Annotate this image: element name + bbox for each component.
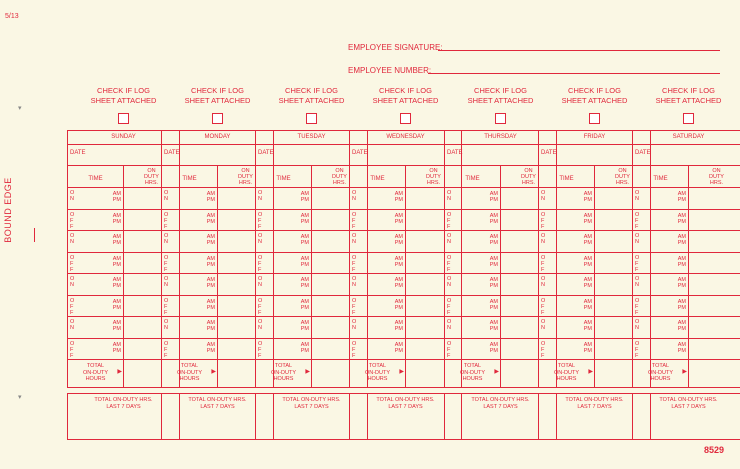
on-duty-header: ON DUTY HRS.: [144, 168, 159, 186]
am-pm: AM PM: [112, 212, 121, 225]
total-on-duty-label: TOTAL ON-DUTY HOURS ▶: [647, 363, 687, 382]
time-cell[interactable]: [162, 274, 217, 295]
hours-cell[interactable]: [689, 253, 740, 274]
check-log-header: CHECK IF LOG SHEET ATTACHED: [561, 86, 628, 105]
log-attached-checkbox[interactable]: [589, 113, 600, 124]
am-pm: AM PM: [206, 277, 215, 289]
on-off-letters: O F F: [70, 340, 75, 359]
time-cell[interactable]: [539, 317, 594, 338]
form-code: 5/13: [5, 13, 19, 20]
on-off-letters: O F F: [352, 254, 357, 273]
on-off-letters: O N: [447, 319, 452, 331]
employee-number-label: EMPLOYEE NUMBER:: [348, 66, 432, 75]
on-off-letters: O N: [541, 190, 546, 202]
last-7-days-box[interactable]: TOTAL ON-DUTY HRS. LAST 7 DAYS: [161, 393, 274, 440]
time-cell[interactable]: [539, 188, 594, 209]
on-off-letters: O N: [447, 190, 452, 202]
am-pm: AM PM: [206, 191, 215, 203]
on-off-letters: O N: [258, 319, 263, 331]
last-7-days-box[interactable]: TOTAL ON-DUTY HRS. LAST 7 DAYS: [349, 393, 462, 440]
time-cell[interactable]: [350, 317, 405, 338]
time-cell[interactable]: [350, 274, 405, 295]
day-name: THURSDAY: [445, 131, 556, 145]
on-off-letters: O F F: [70, 254, 75, 273]
date-field[interactable]: DATE: [256, 145, 367, 166]
employee-number-field[interactable]: [428, 73, 720, 74]
on-off-letters: O F F: [352, 297, 357, 316]
check-log-header: CHECK IF LOG SHEET ATTACHED: [90, 86, 157, 105]
time-cell[interactable]: [256, 274, 311, 295]
time-cell[interactable]: [539, 339, 594, 360]
on-off-letters: O N: [352, 319, 357, 331]
on-off-letters: O N: [541, 233, 546, 245]
on-off-letters: O N: [541, 276, 546, 288]
am-pm: AM PM: [489, 234, 498, 246]
am-pm: AM PM: [300, 212, 309, 225]
day-column: [632, 86, 740, 440]
am-pm: AM PM: [677, 320, 686, 332]
day-name: SUNDAY: [68, 131, 179, 145]
am-pm: AM PM: [206, 255, 215, 268]
time-cell[interactable]: [633, 317, 688, 338]
corner-mark-top: ▾: [18, 105, 22, 112]
time-cell[interactable]: [256, 188, 311, 209]
time-row: [633, 296, 740, 318]
am-pm: AM PM: [394, 341, 403, 354]
am-pm: AM PM: [206, 212, 215, 225]
time-cell[interactable]: [256, 231, 311, 252]
check-log-header: CHECK IF LOG SHEET ATTACHED: [372, 86, 439, 105]
time-cell[interactable]: [68, 188, 123, 209]
time-cell[interactable]: [256, 317, 311, 338]
hours-cell[interactable]: [689, 317, 740, 338]
time-cell[interactable]: [445, 317, 500, 338]
on-off-letters: O N: [258, 233, 263, 245]
on-off-letters: O F F: [258, 297, 263, 316]
am-pm: AM PM: [583, 341, 592, 354]
am-pm: AM PM: [300, 320, 309, 332]
total-on-duty-label: TOTAL ON-DUTY HOURS ▶: [270, 363, 310, 382]
employee-signature-field[interactable]: [438, 50, 720, 51]
time-cell[interactable]: [539, 253, 594, 274]
time-cell[interactable]: [68, 296, 123, 317]
hours-cell[interactable]: [689, 188, 740, 209]
on-off-letters: O F F: [164, 340, 169, 359]
on-duty-header: ON DUTY HRS.: [709, 168, 724, 186]
time-cell[interactable]: [162, 210, 217, 231]
on-off-letters: O F F: [635, 297, 640, 316]
date-field[interactable]: DATE: [539, 145, 650, 166]
on-off-letters: O F F: [164, 297, 169, 316]
on-off-letters: O F F: [635, 254, 640, 273]
am-pm: AM PM: [112, 341, 121, 354]
time-header: TIME: [465, 176, 480, 182]
am-pm: AM PM: [300, 234, 309, 246]
on-off-letters: O N: [352, 276, 357, 288]
total-on-duty-label: TOTAL ON-DUTY HOURS ▶: [459, 363, 499, 382]
time-header: TIME: [370, 176, 385, 182]
on-off-letters: O F F: [447, 254, 452, 273]
day-name: TUESDAY: [256, 131, 367, 145]
on-off-letters: O F F: [447, 340, 452, 359]
on-off-letters: O F F: [447, 297, 452, 316]
on-off-letters: O F F: [70, 211, 75, 230]
on-off-letters: O N: [447, 233, 452, 245]
day-name: SATURDAY: [633, 131, 740, 145]
form-number: 8529: [703, 445, 724, 455]
log-attached-checkbox[interactable]: [306, 113, 317, 124]
arrow-right-icon: ▶: [399, 369, 404, 375]
time-cell[interactable]: [162, 188, 217, 209]
time-cell[interactable]: [445, 296, 500, 317]
on-off-letters: O N: [635, 190, 640, 202]
corner-mark-bottom: ▾: [18, 394, 22, 401]
on-off-letters: O N: [164, 190, 169, 202]
on-off-letters: O N: [352, 233, 357, 245]
on-off-letters: O F F: [447, 211, 452, 230]
time-row: [633, 274, 740, 296]
am-pm: AM PM: [489, 298, 498, 311]
am-pm: AM PM: [583, 234, 592, 246]
time-cell[interactable]: [350, 339, 405, 360]
on-off-letters: O N: [635, 233, 640, 245]
time-cell[interactable]: [445, 253, 500, 274]
am-pm: AM PM: [489, 255, 498, 268]
hours-cell[interactable]: [689, 231, 740, 252]
am-pm: AM PM: [489, 341, 498, 354]
am-pm: AM PM: [489, 320, 498, 332]
time-cell[interactable]: [162, 253, 217, 274]
time-header-row: [633, 166, 740, 188]
time-row: [633, 188, 740, 210]
last-7-days-box[interactable]: TOTAL ON-DUTY HRS. LAST 7 DAYS: [444, 393, 557, 440]
total-on-duty-label: TOTAL ON-DUTY HOURS ▶: [176, 363, 216, 382]
am-pm: AM PM: [112, 234, 121, 246]
date-field[interactable]: DATE: [445, 145, 556, 166]
am-pm: AM PM: [394, 212, 403, 225]
on-off-letters: O F F: [635, 340, 640, 359]
on-off-letters: O F F: [541, 340, 546, 359]
am-pm: AM PM: [112, 255, 121, 268]
arrow-right-icon: ▶: [682, 369, 687, 375]
time-cell[interactable]: [350, 231, 405, 252]
check-log-header: CHECK IF LOG SHEET ATTACHED: [278, 86, 345, 105]
am-pm: AM PM: [394, 234, 403, 246]
am-pm: AM PM: [677, 212, 686, 225]
check-log-header: CHECK IF LOG SHEET ATTACHED: [184, 86, 251, 105]
on-off-letters: O F F: [258, 254, 263, 273]
arrow-right-icon: ▶: [494, 369, 499, 375]
time-cell[interactable]: [539, 210, 594, 231]
log-attached-checkbox[interactable]: [400, 113, 411, 124]
arrow-right-icon: ▶: [117, 369, 122, 375]
last-7-days-box[interactable]: TOTAL ON-DUTY HRS. LAST 7 DAYS: [632, 393, 740, 440]
on-off-letters: O F F: [70, 297, 75, 316]
time-header: TIME: [559, 176, 574, 182]
on-off-letters: O N: [447, 276, 452, 288]
time-row: [633, 253, 740, 275]
time-cell[interactable]: [162, 231, 217, 252]
time-cell[interactable]: [633, 296, 688, 317]
time-cell[interactable]: [162, 317, 217, 338]
am-pm: AM PM: [677, 234, 686, 246]
am-pm: AM PM: [394, 255, 403, 268]
day-name: WEDNESDAY: [350, 131, 461, 145]
on-off-letters: O F F: [541, 211, 546, 230]
check-log-header: CHECK IF LOG SHEET ATTACHED: [467, 86, 534, 105]
time-row: [633, 317, 740, 339]
time-cell[interactable]: [539, 274, 594, 295]
total-on-duty-label: TOTAL ON-DUTY HOURS ▶: [82, 363, 122, 382]
check-log-header: CHECK IF LOG SHEET ATTACHED: [655, 86, 722, 105]
log-attached-checkbox[interactable]: [683, 113, 694, 124]
am-pm: AM PM: [583, 191, 592, 203]
time-cell[interactable]: [256, 253, 311, 274]
arrow-right-icon: ▶: [588, 369, 593, 375]
total-row: [633, 360, 740, 387]
time-cell[interactable]: [539, 296, 594, 317]
am-pm: AM PM: [112, 191, 121, 203]
log-attached-checkbox[interactable]: [495, 113, 506, 124]
am-pm: AM PM: [112, 320, 121, 332]
am-pm: AM PM: [489, 191, 498, 203]
time-header: TIME: [182, 176, 197, 182]
am-pm: AM PM: [394, 277, 403, 289]
on-off-letters: O N: [635, 276, 640, 288]
on-off-letters: O N: [635, 319, 640, 331]
on-off-letters: O N: [70, 190, 75, 202]
time-cell[interactable]: [68, 274, 123, 295]
time-cell[interactable]: [68, 317, 123, 338]
bound-edge-tick: [34, 228, 35, 242]
time-row: [633, 231, 740, 253]
time-cell[interactable]: [256, 296, 311, 317]
on-off-letters: O N: [164, 319, 169, 331]
on-off-letters: O F F: [164, 211, 169, 230]
on-duty-header: ON DUTY HRS.: [615, 168, 630, 186]
on-off-letters: O F F: [258, 340, 263, 359]
last-7-days-box[interactable]: TOTAL ON-DUTY HRS. LAST 7 DAYS: [538, 393, 651, 440]
last-7-days-box[interactable]: TOTAL ON-DUTY HRS. LAST 7 DAYS: [67, 393, 180, 440]
on-off-letters: O N: [352, 190, 357, 202]
day-box: [632, 130, 740, 388]
time-cell[interactable]: [68, 231, 123, 252]
time-cell[interactable]: [68, 210, 123, 231]
on-off-letters: O F F: [635, 211, 640, 230]
am-pm: AM PM: [583, 320, 592, 332]
am-pm: AM PM: [583, 277, 592, 289]
am-pm: AM PM: [677, 277, 686, 289]
time-header: TIME: [88, 176, 103, 182]
am-pm: AM PM: [206, 320, 215, 332]
am-pm: AM PM: [394, 191, 403, 203]
time-cell[interactable]: [68, 339, 123, 360]
on-off-letters: O F F: [352, 340, 357, 359]
am-pm: AM PM: [206, 234, 215, 246]
am-pm: AM PM: [112, 277, 121, 289]
am-pm: AM PM: [677, 191, 686, 203]
am-pm: AM PM: [677, 298, 686, 311]
log-attached-checkbox[interactable]: [212, 113, 223, 124]
am-pm: AM PM: [394, 298, 403, 311]
am-pm: AM PM: [489, 277, 498, 289]
on-off-letters: O N: [70, 276, 75, 288]
date-field[interactable]: DATE: [68, 145, 179, 166]
employee-signature-label: EMPLOYEE SIGNATURE:: [348, 43, 443, 52]
time-cell[interactable]: [445, 274, 500, 295]
time-cell[interactable]: [68, 253, 123, 274]
on-off-letters: O N: [164, 233, 169, 245]
time-cell[interactable]: [162, 296, 217, 317]
date-field[interactable]: DATE: [633, 145, 740, 166]
time-cell[interactable]: [350, 188, 405, 209]
last-7-days-box[interactable]: TOTAL ON-DUTY HRS. LAST 7 DAYS: [255, 393, 368, 440]
total-hours-cell[interactable]: [689, 360, 740, 387]
bound-edge-label: BOUND EDGE: [3, 177, 13, 243]
time-cell[interactable]: [633, 339, 688, 360]
time-header: TIME: [653, 176, 668, 182]
on-off-letters: O N: [258, 190, 263, 202]
am-pm: AM PM: [677, 341, 686, 354]
time-row: [633, 339, 740, 361]
on-duty-header: ON DUTY HRS.: [426, 168, 441, 186]
time-cell[interactable]: [539, 231, 594, 252]
am-pm: AM PM: [300, 298, 309, 311]
arrow-right-icon: ▶: [211, 369, 216, 375]
time-cell[interactable]: [445, 339, 500, 360]
on-off-letters: O F F: [258, 211, 263, 230]
am-pm: AM PM: [489, 212, 498, 225]
date-field[interactable]: DATE: [350, 145, 461, 166]
time-cell[interactable]: [256, 339, 311, 360]
hours-cell[interactable]: [689, 339, 740, 360]
arrow-right-icon: ▶: [305, 369, 310, 375]
day-name: MONDAY: [162, 131, 273, 145]
am-pm: AM PM: [300, 277, 309, 289]
am-pm: AM PM: [300, 341, 309, 354]
time-cell[interactable]: [445, 231, 500, 252]
time-cell[interactable]: [633, 253, 688, 274]
am-pm: AM PM: [677, 255, 686, 268]
on-duty-header: ON DUTY HRS.: [238, 168, 253, 186]
time-cell[interactable]: [350, 296, 405, 317]
on-off-letters: O N: [258, 276, 263, 288]
total-on-duty-label: TOTAL ON-DUTY HOURS ▶: [364, 363, 404, 382]
am-pm: AM PM: [394, 320, 403, 332]
am-pm: AM PM: [300, 191, 309, 203]
on-off-letters: O F F: [541, 297, 546, 316]
total-on-duty-label: TOTAL ON-DUTY HOURS ▶: [553, 363, 593, 382]
am-pm: AM PM: [206, 341, 215, 354]
log-attached-checkbox[interactable]: [118, 113, 129, 124]
on-off-letters: O F F: [541, 254, 546, 273]
am-pm: AM PM: [583, 212, 592, 225]
time-cell[interactable]: [633, 274, 688, 295]
time-row: [633, 210, 740, 232]
on-off-letters: O N: [70, 233, 75, 245]
on-duty-header: ON DUTY HRS.: [521, 168, 536, 186]
time-cell[interactable]: [350, 210, 405, 231]
am-pm: AM PM: [206, 298, 215, 311]
time-cell[interactable]: [256, 210, 311, 231]
on-off-letters: O N: [70, 319, 75, 331]
time-cell[interactable]: [350, 253, 405, 274]
time-cell[interactable]: [445, 188, 500, 209]
date-field[interactable]: DATE: [162, 145, 273, 166]
hours-cell[interactable]: [689, 296, 740, 317]
time-cell[interactable]: [633, 188, 688, 209]
hours-cell[interactable]: [689, 210, 740, 231]
am-pm: AM PM: [583, 298, 592, 311]
on-off-letters: O N: [541, 319, 546, 331]
hours-cell[interactable]: [689, 274, 740, 295]
day-name: FRIDAY: [539, 131, 650, 145]
am-pm: AM PM: [583, 255, 592, 268]
on-off-letters: O F F: [352, 211, 357, 230]
time-cell[interactable]: [633, 231, 688, 252]
on-off-letters: O F F: [164, 254, 169, 273]
on-duty-header: ON DUTY HRS.: [332, 168, 347, 186]
time-header: TIME: [276, 176, 291, 182]
am-pm: AM PM: [112, 298, 121, 311]
time-cell[interactable]: [633, 210, 688, 231]
time-cell[interactable]: [445, 210, 500, 231]
time-cell[interactable]: [162, 339, 217, 360]
on-off-letters: O N: [164, 276, 169, 288]
am-pm: AM PM: [300, 255, 309, 268]
